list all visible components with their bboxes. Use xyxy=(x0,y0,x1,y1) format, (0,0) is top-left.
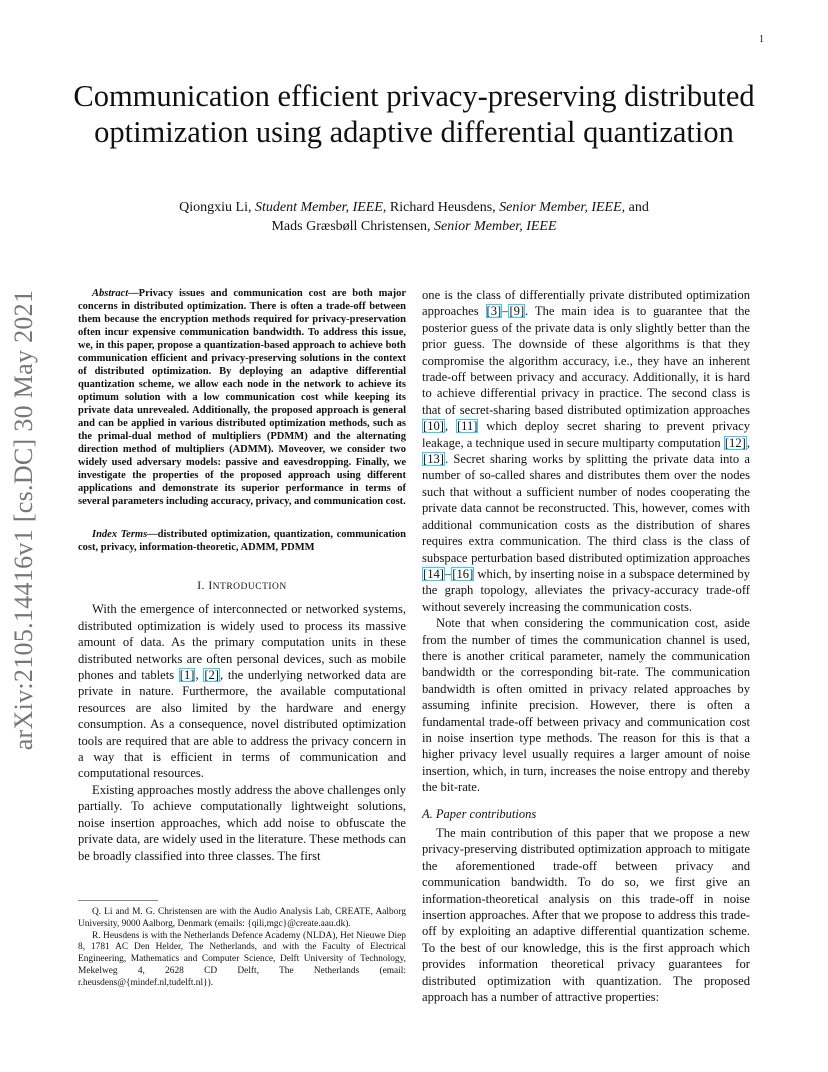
author-li: Qiongxiu Li, xyxy=(179,200,255,215)
citation-link[interactable]: [12] xyxy=(724,435,746,450)
paper-title: Communication efficient privacy-preserving distributed optimization using adaptive differential quantization xyxy=(73,79,755,149)
subsection-heading-contributions: A. Paper contributions xyxy=(422,806,537,821)
citation-link[interactable]: [13] xyxy=(423,452,444,467)
right-column xyxy=(422,287,750,1005)
citation-link[interactable]: [10] xyxy=(423,419,444,434)
author-heusdens-role: Senior Member, IEEE xyxy=(499,200,622,215)
footnote-rule xyxy=(78,900,158,901)
author-li-role: Student Member, IEEE xyxy=(254,200,383,215)
right-paragraph-2: Note that when considering the communication cost, aside from the number of times the communication channel is used, there is another critical parameter, namely the communication bandwidth or the corresponding bit-rate. The communication bandwidth is often omitted in privacy related approaches by assuming infinite precision. However, there is often a fundamental trade-off between privacy and communication cost in noise insertion type methods. The reason for this is that a higher privacy level usually requires a larger amount of noise insertion, which, in turn, increases the noise entropy and thereby the bit-rate. xyxy=(422,616,750,795)
left-column xyxy=(78,287,406,864)
citation-link[interactable]: [14] xyxy=(423,566,444,581)
index-terms xyxy=(78,528,406,554)
citation-link[interactable]: [3] xyxy=(486,304,502,319)
footnote-affiliation-1: Q. Li and M. G. Christensen are with the Audio Analysis Lab, CREATE, Aalborg University, 9000 Aalborg, Denmark (emails: {qili,mgc}@create.aau.dk). xyxy=(78,907,406,929)
author-christensen-role: Senior Member, IEEE xyxy=(434,219,557,234)
page-number: 1 xyxy=(759,34,764,45)
author-list xyxy=(60,198,768,236)
arxiv-identifier[interactable]: arXiv:2105.14416v1 [cs.DC] 30 May 2021 xyxy=(9,289,38,751)
citation-link[interactable]: [2] xyxy=(204,668,219,683)
index-terms-text: —distributed optimization, quantization, communication cost, privacy, information-theoretic, ADMM, PDMM xyxy=(78,529,406,553)
intro-paragraph-2: Existing approaches mostly address the above challenges only partially. To achieve computationally lightweight solutions, noise insertion approaches, which add noise to obfuscate the private data, are widely used in the literature. These methods can be broadly classified into three classes. The first xyxy=(78,782,406,863)
citation-link[interactable]: [16] xyxy=(452,566,474,581)
abstract xyxy=(78,287,406,508)
author-heusdens: , Richard Heusdens, xyxy=(382,200,500,215)
footnotes xyxy=(78,907,406,990)
footnote-affiliation-2: R. Heusdens is with the Netherlands Defence Academy (NLDA), Het Nieuwe Diep 8, 1781 AC Den Helder, The Netherlands, and with the Faculty of Electrical Engineering, Mathematics and Computer Science, Delft University of Technology, Mekelweg 4, 2628 CD Delft, The Netherlands (email: r.heusdens@{mindef.nl,tudelft.nl}). xyxy=(78,930,406,988)
section-heading-introduction: I. INTRODUCTION xyxy=(197,580,287,592)
author-conjunction: , and xyxy=(621,200,649,215)
citation-link[interactable]: [11] xyxy=(456,419,478,434)
author-christensen: Mads Græsbøll Christensen, xyxy=(271,219,435,234)
citation-link[interactable]: [9] xyxy=(509,304,525,319)
right-paragraph-1: one is the class of differentially private distributed optimization approaches [3]–[9]. The main idea is to guarantee that the posterior guess of the private data is only slightly better than the prior guess. The downside of these algorithms is that they compromise the algorithm accuracy, i.e., they have an inherent trade-off between privacy and accuracy. Additionally, it is hard to achieve differential privacy in practice. The second class is that of secret-sharing based distributed optimization approaches [10], [11] which deploy secret sharing to prevent privacy leakage, a technique used in secure multiparty computation [12], [13]. Secret sharing works by splitting the private data into a number of so-called shares and distributes them over the nodes such that without a sufficient number of nodes cooperating the private data cannot be reconstructed. This, however, comes with additional communication costs as the distribution of shares requires extra communication. The third class is the class of subspace perturbation based distributed optimization approaches [14]–[16] which, by inserting noise in a subspace determined by the graph topology, alleviates the privacy-accuracy trade-off without severely increasing the communication costs. xyxy=(422,288,750,614)
citation-link[interactable]: [1] xyxy=(179,668,195,683)
index-terms-label: Index Terms xyxy=(92,529,148,540)
right-paragraph-3: The main contribution of this paper that we propose a new privacy-preserving distributed optimization approach to mitigate the aforementioned trade-off between privacy and communication bandwidth. To do so, we first give an information-theoretical analysis on this trade-off in noise insertion approaches. After that we propose to address this trade-off by exploiting an adaptive differential quantization scheme. To the best of our knowledge, this is the first approach which provides information theoretical privacy guarantees for distributed optimization with quantization. The proposed approach has a number of attractive properties: xyxy=(422,826,750,1005)
abstract-text: —Privacy issues and communication cost are both major concerns in distributed optimization. There is often a trade-off between them because the encryption methods required for privacy-preservation often incur expensive communication bandwidth. To address this issue, we, in this paper, propose a quantization-based approach to achieve both communication efficient and privacy-preserving solutions in the context of distributed optimization. By deploying an adaptive differential quantization scheme, we allow each node in the network to achieve its optimum solution with a low communication cost while keeping its private data unrevealed. Additionally, the proposed approach is general and can be applied in various distributed optimization methods, such as the primal-dual method of multipliers (PDMM) and the alternating direction method of multipliers (ADMM). Moveover, we consider two widely used adversary models: passive and eavesdropping. Finally, we investigate the properties of the proposed approach using different applications and demonstrate its superior performance in terms of several parameters including accuracy, privacy, and communication cost. xyxy=(78,288,406,507)
abstract-label: Abstract xyxy=(92,288,129,299)
intro-paragraph-1: With the emergence of interconnected or networked systems, distributed optimization is widely used to process its massive amount of data. As the primary computation units in these distributed networks are often personal devices, such as mobile phones and tablets [1], [2], the underlying networked data are private in nature. Furthermore, the available computational resources are also limited by the hardware and energy consumption. As a consequence, novel distributed optimization tools are required that are able to address the privacy concern in a way that is efficient in terms of communication and computational resources. xyxy=(78,602,407,781)
